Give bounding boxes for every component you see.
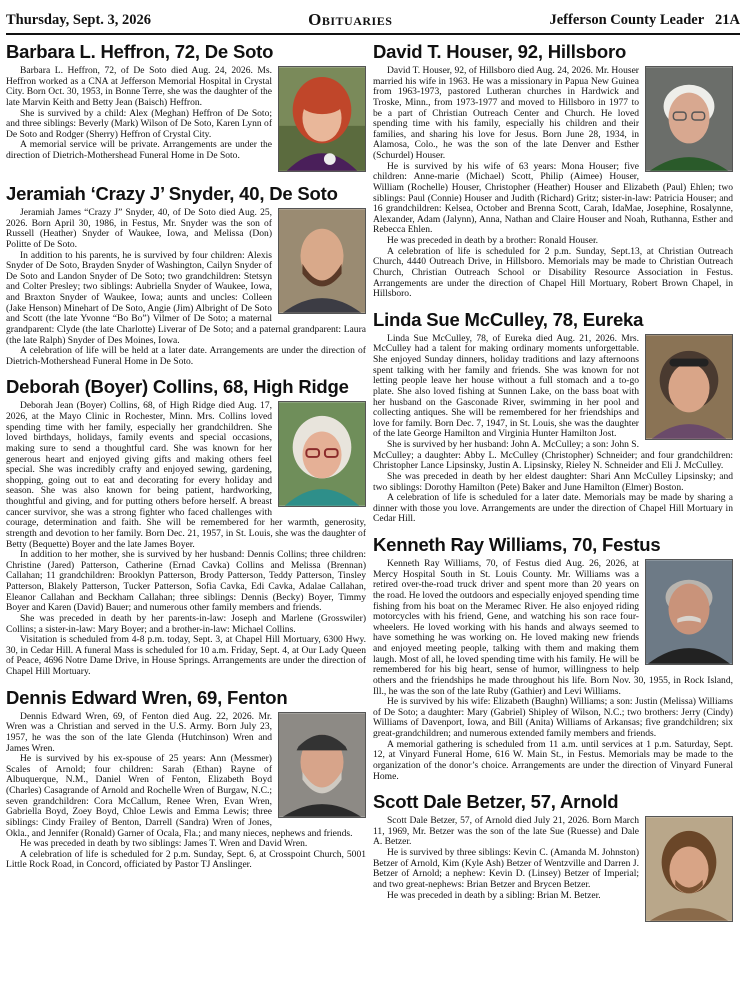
obituary-name: Deborah (Boyer) Collins, 68, High Ridge bbox=[6, 376, 349, 398]
obituary-paragraph: Visitation is scheduled from 4-8 p.m. today, Sept. 3, at Chapel Hill Mortuary, 6300 Hwy. 30, in Cedar Hill. A funeral Mass is scheduled for 10 a.m. Friday, Sept. 4, at Our Lady Queen of Peace, 4696 Notre Dame Drive, in House Springs. Arrangements are under the direction of Chapel Hill Mortuary. bbox=[6, 634, 366, 677]
obituary bbox=[373, 306, 733, 525]
obituary-paragraph: She is survived by her husband: John A. McCulley; a son: John S. McCulley; a daughter: Abby L. McCulley (Christopher) Schneider; and four grandchildren: Christopher Lance Lipsinsky, Justin A. Lipsinsky, Rieley N. Schneider and Eli J. McCulley. bbox=[373, 439, 733, 472]
portrait-woman-red-hair-icon bbox=[279, 67, 365, 171]
obituary-paragraph: He is survived by three siblings: Kevin C. (Amanda M. Johnston) Betzer of Arnold, Kim (Kyle Ash) Betzer of Wentzville and Darren J. Betzer of Arnold; a nephew: Kevin D. (Linsey) Betzer of Imperial; and two great-nephews: Brian Betzer and Brycen Betzer. bbox=[373, 847, 639, 890]
obituary-paragraph: In addition to her mother, she is survived by her husband: Dennis Collins; three children: Christine (Jared) Patterson, Catherine (Ernad Cavka) Collins and Melissa (Brennan) Callahan; 11 grandchildren: Brooklyn Patterson, Brody Patterson, Teddy Patterson, Tinsley Patterson, Blakely Patterson, Tucker Patterson, Sofia Cavka, Edi Cavka, Adalae Callahan, Eleanor Callahan and Beckham Callahan; three siblings: Dennis (Becky) Boyer, Timmy Boyer and Karen (David) Bauer; and numerous other family members and friends. bbox=[6, 549, 366, 614]
portrait-man-cap-gray-beard-icon bbox=[279, 713, 365, 817]
right-column bbox=[373, 38, 733, 983]
portrait-photo bbox=[278, 208, 366, 314]
obituary-paragraph: Kenneth Ray Williams, 70, of Festus died Aug. 26, 2026, at Mercy Hospital South in St. Louis County. Mr. Williams was a retired over-the-road truck driver and spent more than 20 years on the road. He loved the outdoors and especially enjoyed spending time fishing from his boat on the Meramec River. He also enjoyed riding motorcycles with his friend, Gene, and watching his son race four-wheelers. He loved working with his hands and always seemed to have something he was working on. He loved making new friends and enjoyed meeting people, talking with them and making them laugh. Most of all, he loved spending time with his family. He will be remembered for his big heart, sense of humor, willingness to help others and the friendships he made throughout his life. Born Nov. 30, 1955, in Rock Island, Ill., he was the son of the late Ruby (Gathier) and Levi Williams. bbox=[373, 558, 733, 697]
obituary-paragraph: A celebration of life is scheduled for 2 p.m. Sunday, Sept.13, at Christian Outreach Church, 4440 Outreach Drive, in Hillsboro. Memorials may be made to Christian Outreach Church, Christian Outreach School or Disability Resource Association in Festus. Arrangements are under the direction of Chapel Hill Mortuary, Robert Brown Chapel, in Hillsboro. bbox=[373, 245, 733, 300]
obituary bbox=[6, 684, 366, 871]
obituary-paragraph: He was preceded in death by a sibling: Brian M. Betzer. bbox=[387, 889, 601, 901]
portrait-photo bbox=[278, 66, 366, 172]
obituary-name: Barbara L. Heffron, 72, De Soto bbox=[6, 41, 274, 62]
portrait-woman-white-hair-glasses-icon bbox=[279, 402, 365, 506]
obituary-name: Scott Dale Betzer, 57, Arnold bbox=[373, 791, 619, 813]
obituary-name: Jeramiah ‘Crazy J’ Snyder, 40, De Soto bbox=[6, 183, 338, 204]
portrait-photo bbox=[278, 401, 366, 507]
obituary-name: Kenneth Ray Williams, 70, Festus bbox=[373, 534, 661, 555]
obituary-paragraph: A memorial gathering is scheduled from 11 a.m. until services at 1 p.m. Saturday, Sept. 12, at Vinyard Funeral Home, 616 W. Main St., in Festus. Memorials may be made to the organization of the donor’s choice. Arrangements are under the direction of Vinyard Funeral Home. bbox=[373, 738, 733, 782]
left-column bbox=[6, 38, 366, 983]
portrait-man-white-hair-glasses-icon bbox=[646, 67, 732, 171]
obituary-paragraph: Jeramiah James “Crazy J” Snyder, 40, of De Soto died Aug. 25, 2026. Born April 30, 1986, in Festus, Mr. Snyder was the son of Russell (Heather) Snyder of Waukee, Iowa, and Melissa (Don) Politte of De Soto. bbox=[6, 207, 272, 250]
page-header bbox=[6, 9, 740, 31]
obituary-paragraph: He is survived by his wife: Elizabeth (Baughn) Williams; a son: Justin (Melissa) Williams of De Soto; a daughter: Mary (Gabriel) Shipley of Wilson, N.C.; two brothers: Jerry (Cindy) Williams of Davenport, Iowa, and Bill (Anita) Williams of Arkansas; five grandchildren; six great-grandchildren; and numerous extended family members and friends. bbox=[373, 696, 733, 739]
obituary bbox=[373, 531, 733, 782]
obituary-paragraph: Scott Dale Betzer, 57, of Arnold died July 21, 2026. Born March 11, 1969, Mr. Betzer was the son of the late Sue (Ruesse) and Dale A. Betzer. bbox=[373, 815, 639, 848]
obituary-paragraph: David T. Houser, 92, of Hillsboro died Aug. 24, 2026. Mr. Houser married his wife in 1963. He was a missionary in Papua New Guinea from 1963-1973, pastored Lutheran churches in Hardwick and Troske, Minn., from 1973-1977 and moved to Hillsboro in 1977 to be a part of Christian Outreach Center and Church. He loved spending time with his family, especially his children and their families, and sharing his love for Jesus. Born June 28, 1934, in Alamosa, Colo., he was the son of the late Denver and Esther (Schurdel) Houser. bbox=[373, 65, 639, 161]
obituary-paragraph: He was preceded in death by a brother: Ronald Houser. bbox=[387, 235, 599, 246]
portrait-photo bbox=[645, 334, 733, 440]
obituary-paragraph: She is survived by a child: Alex (Meghan) Heffron of De Soto; and three siblings: Beverly (Mark) Wilson of De Soto, Karen Lynn of De Soto and Rodger (Sherry) Heffron of Crystal City. bbox=[6, 107, 272, 140]
obituary-paragraph: He was preceded in death by two siblings: James T. Wren and David Wren. bbox=[20, 838, 308, 850]
paper-page bbox=[549, 12, 740, 29]
portrait-photo bbox=[645, 559, 733, 665]
portrait-photo bbox=[278, 712, 366, 818]
obituary-paragraph: Deborah Jean (Boyer) Collins, 68, of High Ridge died Aug. 17, 2026, at the Mayo Clinic in Rochester, Minn. Mrs. Collins loved spending time with her family, especially her grandchildren. She loved birthdays, holidays, family events and special occasions, making sure to send a thoughtful card. She was known for her generous heart and enjoyed giving gifts and making others feel special. She was incredibly crafty and enjoyed sewing, gardening, shopping, going out to eat and decorating for every holiday and season. She was also known for being patient, hardworking, thoughtful and giving, and for putting others before herself. A breast cancer survivor, she was a strong fighter who faced challenges with courage, determination and faith. She will be remembered for her warmth, generosity, strength and devotion to her family. Born Dec. 21, 1957, in St. Louis, she was the daughter of Betty (Bequette) Boyer and the late James Boyer. bbox=[6, 400, 366, 550]
obituary-paragraph: He is survived by his ex-spouse of 25 years: Ann (Messmer) Scales of Arnold; four children: Sarah (Ethan) Rayne of Albuquerque, N.M., Daniel Wren of Fenton, Elizabeth Boyd (Charles) Casagrande of Arnold and Rochelle Wren of Burgaw, N.C.; seven grandchildren: Cora McCallum, Renee Wren, Evan Wren, Gabriella Boyd, Zoey Boyd, Chloe Lewis and Emma Lewis; three siblings: Cindy Frailey of Benton, Darrell (Sandra) Wren of Jones, Okla., and Jennifer (Ronald) Garner of Ocala, Fla.; and many nieces, nephews and friends. bbox=[6, 753, 353, 839]
obituary bbox=[6, 373, 366, 677]
obituary-name: David T. Houser, 92, Hillsboro bbox=[373, 41, 627, 62]
obituary-paragraph: A celebration of life will be held at a later date. Arrangements are under the direction of Dietrich-Mothershead Funeral Home in De Soto. bbox=[6, 345, 366, 367]
obituary-name: Dennis Edward Wren, 69, Fenton bbox=[6, 686, 288, 708]
obituary-paragraph: She was preceded in death by her eldest daughter: Shari Ann McCulley Lipsinsky; and two siblings: Dorothy Hamilton (Pete) Baker and June Hamilton (Elmer) Boston. bbox=[373, 470, 733, 493]
portrait-woman-sunglasses-icon bbox=[646, 335, 732, 439]
obituary-paragraph: Linda Sue McCulley, 78, of Eureka died Aug. 21, 2026. Mrs. McCulley had a talent for making ordinary moments unforgettable. She enjoyed Sunday dinners, holiday traditions and lazy afternoons spent talking with her family and friends. She was known for not letting people leave her house without a full stomach and a to-go plate. She also loved fishing at Sunnen Lake, on the bass boat with her husband on the Gasconade River, swimming in her pool and collecting antiques. She will be remembered for her friendships and love for family. Born Dec. 7, 1947, in St. Louis, she was the daughter of the late George Hamilton and Virginia Hunter Hamilton Jost. bbox=[373, 332, 639, 440]
portrait-man-bald-beard-icon bbox=[279, 209, 365, 313]
obituary-paragraph: In addition to his parents, he is survived by four children: Alexis Snyder of De Soto, Brayden Snyder of Washington, Cailyn Snyder of De Soto and Landon Snyder of De Soto; two grandchildren: Stetsyn and Colter Presley; two siblings: Aubriella Snyder of Waukee, Iowa, and Braxton Snyder of Waukee, Iowa; aunts and uncles: Colleen (Jake Henson) Minehart of De Soto, Angie (Jim) Albright of De Soto and Scott (the late Yvonne “Bo Bo”) Vilmer of De Soto; a maternal grandparent: Clyde (the late Charlotte) Liverar of De Soto; and a paternal grandparent: Laura (the late Ralph) Snyder of Des Moines, Iowa. bbox=[6, 249, 366, 346]
page-number: 21A bbox=[715, 11, 740, 28]
obituary-paragraph: He is survived by his wife of 63 years: Mona Houser; five children: Anne-marie (Michael) Scott, Philip (Aimee) Houser, William (Rochelle) Houser, Christopher (Heather) Houser and Elizabeth (Paul) Ehlen; two siblings: Paul (Connie) Houser and Judith (Richard) Gritz; sister-in-law: Patricia Houser; and 16 grandchildren: Kelsea, October and Brenna Scott, Carah, IdaMae, Josephine, Rosalynne, Alexander, Adam (Jalynn), Anna, Nathan and Claire Houser and Noah, Ruthanna, Esther and Rebecca Ehlen. bbox=[373, 160, 733, 236]
obituary bbox=[373, 38, 733, 300]
obituary-paragraph: Barbara L. Heffron, 72, of De Soto died Aug. 24, 2026. Ms. Heffron worked as a CNA at Jefferson Memorial Hospital in Crystal City. Born Oct. 30, 1953, in Bonne Terre, she was the daughter of the late Marvin Keith and Betty Jean (Baisch) Heffron. bbox=[6, 65, 272, 108]
portrait-man-mustache-gray-icon bbox=[646, 560, 732, 664]
portrait-photo bbox=[645, 66, 733, 172]
obituary bbox=[6, 38, 366, 174]
obituary-paragraph: She was preceded in death by her parents-in-law: Joseph and Marlene (Grosswiler) Collins; a sister-in-law: Mary Boyer; and a brother-in-law: Michael Collins. bbox=[6, 612, 366, 635]
portrait-young-man-long-hair-icon bbox=[646, 817, 732, 921]
obituary-paragraph: A celebration of life is scheduled for 2 p.m. Sunday, Sept. 6, at Crosspoint Church, 5001 Little Rock Road, in Concord, officiated by Pastor TJ Anslinger. bbox=[6, 848, 366, 871]
issue-date: Thursday, Sept. 3, 2026 bbox=[6, 11, 152, 28]
section-title: Obituaries bbox=[308, 10, 393, 29]
obituary-name: Linda Sue McCulley, 78, Eureka bbox=[373, 308, 644, 330]
obituary bbox=[373, 788, 733, 924]
obituary bbox=[6, 180, 366, 367]
header-rule bbox=[6, 33, 740, 35]
obituary-paragraph: A celebration of life is scheduled for a later date. Memorials may be made by sharing a dinner with those you love. Arrangements are under the direction of Chapel Hill Mortuary in Cedar Hill. bbox=[373, 492, 733, 525]
portrait-photo bbox=[645, 816, 733, 922]
obituary-paragraph: A memorial service will be private. Arrangements are under the direction of Dietrich-Mothershead Funeral Home in De Soto. bbox=[6, 139, 272, 161]
paper-name: Jefferson County Leader bbox=[549, 11, 705, 28]
obituary-paragraph: Dennis Edward Wren, 69, of Fenton died Aug. 22, 2026. Mr. Wren was a Christian and served in the U.S. Army. Born July 23, 1957, he was the son of the late Glenda (Hutchinson) Wren and James Wren. bbox=[6, 710, 272, 754]
